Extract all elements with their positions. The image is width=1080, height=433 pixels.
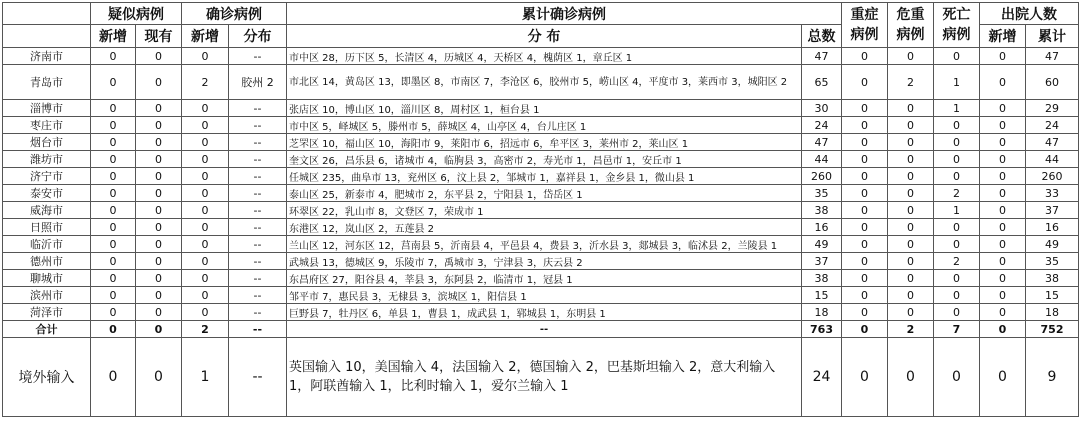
table-row: [3, 117, 1079, 134]
suspected-current-cell: 0: [136, 117, 182, 134]
suspected-new-cell: 0: [91, 65, 136, 100]
discharged-new-cell: 0: [980, 117, 1026, 134]
suspected-new-cell: 0: [91, 304, 136, 321]
suspected-current-cell: 0: [136, 287, 182, 304]
table-row: [3, 304, 1079, 321]
header-distribution: 分 布: [287, 25, 802, 48]
confirmed-dist-cell: --: [229, 100, 287, 117]
discharged-total-cell: 44: [1026, 151, 1079, 168]
header-critical: 危重病例: [888, 3, 934, 48]
total-cell: 24: [802, 117, 842, 134]
distribution-cell: 兰山区 12，河东区 12，莒南县 5，沂南县 4，平邑县 4，费县 3，沂水县 3，郯城县 3，临沭县 2，兰陵县 1: [287, 236, 802, 253]
suspected-new-cell: 0: [91, 134, 136, 151]
confirmed-new-cell: 0: [182, 202, 229, 219]
discharged-new-cell: 0: [980, 185, 1026, 202]
severe-cell: 0: [842, 151, 888, 168]
header-suspected-new: 新增: [91, 25, 136, 48]
severe-cell: 0: [842, 304, 888, 321]
suspected-current-cell: 0: [136, 134, 182, 151]
distribution-cell: 张店区 10，博山区 10，淄川区 8，周村区 1，桓台县 1: [287, 100, 802, 117]
confirmed-new-cell: 0: [182, 151, 229, 168]
critical-cell: 2: [888, 321, 934, 338]
critical-cell: 0: [888, 48, 934, 65]
city-cell: 境外输入: [3, 338, 91, 417]
suspected-new-cell: 0: [91, 48, 136, 65]
confirmed-new-cell: 1: [182, 338, 229, 417]
discharged-total-cell: 260: [1026, 168, 1079, 185]
header-discharged-total: 累计: [1026, 25, 1079, 48]
city-cell: 菏泽市: [3, 304, 91, 321]
suspected-new-cell: 0: [91, 236, 136, 253]
suspected-new-cell: 0: [91, 168, 136, 185]
discharged-new-cell: 0: [980, 219, 1026, 236]
confirmed-new-cell: 0: [182, 287, 229, 304]
confirmed-dist-cell: --: [229, 134, 287, 151]
discharged-new-cell: 0: [980, 168, 1026, 185]
suspected-new-cell: 0: [91, 219, 136, 236]
severe-cell: 0: [842, 202, 888, 219]
header-confirmed-new: 新增: [182, 25, 229, 48]
death-cell: 0: [934, 134, 980, 151]
total-row: [3, 321, 1079, 338]
distribution-cell: 巨野县 7，牡丹区 6，单县 1，曹县 1，成武县 1，郓城县 1，东明县 1: [287, 304, 802, 321]
severe-cell: 0: [842, 253, 888, 270]
distribution-cell: 英国输入 10，美国输入 4，法国输入 2，德国输入 2，巴基斯坦输入 2，意大利输入 1，阿联酋输入 1，比利时输入 1，爱尔兰输入 1: [287, 338, 802, 417]
death-cell: 0: [934, 338, 980, 417]
suspected-current-cell: 0: [136, 338, 182, 417]
suspected-new-cell: 0: [91, 270, 136, 287]
discharged-new-cell: 0: [980, 151, 1026, 168]
discharged-total-cell: 9: [1026, 338, 1079, 417]
table-row: [3, 168, 1079, 185]
discharged-new-cell: 0: [980, 48, 1026, 65]
suspected-new-cell: 0: [91, 338, 136, 417]
city-cell: 济宁市: [3, 168, 91, 185]
table-row: [3, 219, 1079, 236]
table-row: [3, 151, 1079, 168]
header-discharged-new: 新增: [980, 25, 1026, 48]
total-cell: 260: [802, 168, 842, 185]
death-cell: 0: [934, 168, 980, 185]
city-cell: 潍坊市: [3, 151, 91, 168]
critical-cell: 0: [888, 219, 934, 236]
city-cell: 聊城市: [3, 270, 91, 287]
discharged-new-cell: 0: [980, 270, 1026, 287]
city-cell: 合计: [3, 321, 91, 338]
total-cell: 38: [802, 202, 842, 219]
distribution-cell: 任城区 235，曲阜市 13，兖州区 6，汶上县 2，邹城市 1，嘉祥县 1，金乡县 1，微山县 1: [287, 168, 802, 185]
suspected-current-cell: 0: [136, 236, 182, 253]
discharged-total-cell: 60: [1026, 65, 1079, 100]
severe-cell: 0: [842, 48, 888, 65]
discharged-total-cell: 16: [1026, 219, 1079, 236]
confirmed-new-cell: 0: [182, 48, 229, 65]
confirmed-dist-cell: --: [229, 219, 287, 236]
total-cell: 65: [802, 65, 842, 100]
distribution-cell: 邹平市 7，惠民县 3，无棣县 3，滨城区 1，阳信县 1: [287, 287, 802, 304]
table-row: [3, 236, 1079, 253]
severe-cell: 0: [842, 236, 888, 253]
severe-cell: 0: [842, 338, 888, 417]
discharged-new-cell: 0: [980, 100, 1026, 117]
distribution-cell: 奎文区 26，昌乐县 6，诸城市 4，临朐县 3，高密市 2，寿光市 1，昌邑市 1，安丘市 1: [287, 151, 802, 168]
suspected-new-cell: 0: [91, 100, 136, 117]
confirmed-new-cell: 2: [182, 65, 229, 100]
city-cell: 日照市: [3, 219, 91, 236]
discharged-total-cell: 24: [1026, 117, 1079, 134]
death-cell: 0: [934, 304, 980, 321]
discharged-total-cell: 38: [1026, 270, 1079, 287]
table-row: [3, 287, 1079, 304]
distribution-cell: 东昌府区 27，阳谷县 4，莘县 3，东阿县 2，临清市 1，冠县 1: [287, 270, 802, 287]
severe-cell: 0: [842, 287, 888, 304]
table-row: [3, 270, 1079, 287]
death-cell: 0: [934, 270, 980, 287]
confirmed-dist-cell: --: [229, 304, 287, 321]
city-cell: 泰安市: [3, 185, 91, 202]
header-blank: [3, 3, 91, 25]
table-row: [3, 253, 1079, 270]
distribution-cell: --: [287, 321, 802, 338]
suspected-current-cell: 0: [136, 270, 182, 287]
header-suspected: 疑似病例: [91, 3, 182, 25]
total-cell: 24: [802, 338, 842, 417]
city-cell: 烟台市: [3, 134, 91, 151]
death-cell: 0: [934, 219, 980, 236]
distribution-cell: 泰山区 25，新泰市 4，肥城市 2，东平县 2，宁阳县 1，岱岳区 1: [287, 185, 802, 202]
covid-stats-table: [2, 2, 1079, 417]
confirmed-dist-cell: --: [229, 236, 287, 253]
confirmed-new-cell: 0: [182, 219, 229, 236]
discharged-new-cell: 0: [980, 338, 1026, 417]
header-death: 死亡病例: [934, 3, 980, 48]
distribution-cell: 市中区 5，峄城区 5，滕州市 5，薛城区 4，山亭区 4，台儿庄区 1: [287, 117, 802, 134]
severe-cell: 0: [842, 270, 888, 287]
discharged-new-cell: 0: [980, 236, 1026, 253]
suspected-current-cell: 0: [136, 151, 182, 168]
confirmed-dist-cell: --: [229, 253, 287, 270]
confirmed-dist-cell: --: [229, 321, 287, 338]
suspected-current-cell: 0: [136, 185, 182, 202]
total-cell: 47: [802, 134, 842, 151]
critical-cell: 0: [888, 202, 934, 219]
table-row: [3, 185, 1079, 202]
distribution-cell: 东港区 12，岚山区 2，五莲县 2: [287, 219, 802, 236]
suspected-current-cell: 0: [136, 202, 182, 219]
discharged-new-cell: 0: [980, 287, 1026, 304]
death-cell: 0: [934, 48, 980, 65]
header-blank-2: [3, 25, 91, 48]
city-cell: 枣庄市: [3, 117, 91, 134]
suspected-new-cell: 0: [91, 321, 136, 338]
header-confirmed: 确诊病例: [182, 3, 287, 25]
table-row: [3, 48, 1079, 65]
discharged-new-cell: 0: [980, 65, 1026, 100]
severe-cell: 0: [842, 100, 888, 117]
table-row: [3, 134, 1079, 151]
severe-cell: 0: [842, 219, 888, 236]
confirmed-new-cell: 0: [182, 134, 229, 151]
header-severe: 重症病例: [842, 3, 888, 48]
confirmed-new-cell: 0: [182, 185, 229, 202]
death-cell: 0: [934, 117, 980, 134]
discharged-total-cell: 18: [1026, 304, 1079, 321]
death-cell: 0: [934, 236, 980, 253]
confirmed-dist-cell: 胶州 2: [229, 65, 287, 100]
discharged-total-cell: 752: [1026, 321, 1079, 338]
suspected-current-cell: 0: [136, 65, 182, 100]
critical-cell: 0: [888, 236, 934, 253]
table-row: [3, 202, 1079, 219]
confirmed-new-cell: 0: [182, 236, 229, 253]
severe-cell: 0: [842, 168, 888, 185]
suspected-current-cell: 0: [136, 219, 182, 236]
critical-cell: 0: [888, 117, 934, 134]
discharged-total-cell: 49: [1026, 236, 1079, 253]
discharged-total-cell: 47: [1026, 48, 1079, 65]
table-row: [3, 100, 1079, 117]
discharged-total-cell: 15: [1026, 287, 1079, 304]
suspected-new-cell: 0: [91, 202, 136, 219]
city-cell: 济南市: [3, 48, 91, 65]
suspected-current-cell: 0: [136, 321, 182, 338]
discharged-new-cell: 0: [980, 321, 1026, 338]
critical-cell: 0: [888, 151, 934, 168]
discharged-total-cell: 33: [1026, 185, 1079, 202]
confirmed-dist-cell: --: [229, 185, 287, 202]
discharged-new-cell: 0: [980, 202, 1026, 219]
confirmed-new-cell: 0: [182, 117, 229, 134]
suspected-new-cell: 0: [91, 117, 136, 134]
death-cell: 2: [934, 185, 980, 202]
city-cell: 淄博市: [3, 100, 91, 117]
critical-cell: 0: [888, 287, 934, 304]
confirmed-dist-cell: --: [229, 48, 287, 65]
death-cell: 0: [934, 287, 980, 304]
total-cell: 763: [802, 321, 842, 338]
city-cell: 滨州市: [3, 287, 91, 304]
header-total: 总数: [802, 25, 842, 48]
header-cumulative: 累计确诊病例: [287, 3, 842, 25]
discharged-new-cell: 0: [980, 253, 1026, 270]
critical-cell: 0: [888, 168, 934, 185]
abroad-row: [3, 338, 1079, 417]
confirmed-dist-cell: --: [229, 287, 287, 304]
suspected-current-cell: 0: [136, 304, 182, 321]
confirmed-new-cell: 0: [182, 168, 229, 185]
city-cell: 威海市: [3, 202, 91, 219]
distribution-cell: 芝罘区 10，福山区 10，海阳市 9，莱阳市 6，招远市 6，牟平区 3，莱州市 2，莱山区 1: [287, 134, 802, 151]
total-cell: 38: [802, 270, 842, 287]
critical-cell: 0: [888, 270, 934, 287]
discharged-total-cell: 29: [1026, 100, 1079, 117]
confirmed-dist-cell: --: [229, 202, 287, 219]
confirmed-dist-cell: --: [229, 270, 287, 287]
critical-cell: 0: [888, 134, 934, 151]
suspected-new-cell: 0: [91, 151, 136, 168]
critical-cell: 0: [888, 338, 934, 417]
city-cell: 青岛市: [3, 65, 91, 100]
critical-cell: 0: [888, 304, 934, 321]
confirmed-new-cell: 2: [182, 321, 229, 338]
table-row: [3, 65, 1079, 100]
suspected-new-cell: 0: [91, 253, 136, 270]
distribution-cell: 武城县 13，德城区 9，乐陵市 7，禹城市 3，宁津县 3，庆云县 2: [287, 253, 802, 270]
confirmed-new-cell: 0: [182, 253, 229, 270]
confirmed-dist-cell: --: [229, 151, 287, 168]
total-cell: 30: [802, 100, 842, 117]
critical-cell: 0: [888, 100, 934, 117]
discharged-total-cell: 37: [1026, 202, 1079, 219]
total-cell: 16: [802, 219, 842, 236]
critical-cell: 0: [888, 253, 934, 270]
suspected-current-cell: 0: [136, 100, 182, 117]
discharged-total-cell: 47: [1026, 134, 1079, 151]
suspected-new-cell: 0: [91, 185, 136, 202]
total-cell: 37: [802, 253, 842, 270]
header-suspected-current: 现有: [136, 25, 182, 48]
header-confirmed-dist: 分布: [229, 25, 287, 48]
confirmed-dist-cell: --: [229, 338, 287, 417]
critical-cell: 0: [888, 185, 934, 202]
severe-cell: 0: [842, 134, 888, 151]
total-cell: 47: [802, 48, 842, 65]
city-cell: 临沂市: [3, 236, 91, 253]
discharged-new-cell: 0: [980, 134, 1026, 151]
city-cell: 德州市: [3, 253, 91, 270]
suspected-current-cell: 0: [136, 168, 182, 185]
discharged-new-cell: 0: [980, 304, 1026, 321]
confirmed-new-cell: 0: [182, 270, 229, 287]
severe-cell: 0: [842, 117, 888, 134]
severe-cell: 0: [842, 185, 888, 202]
distribution-cell: 市中区 28，历下区 5，长清区 4，历城区 4，天桥区 4，槐荫区 1，章丘区 1: [287, 48, 802, 65]
death-cell: 1: [934, 202, 980, 219]
suspected-current-cell: 0: [136, 48, 182, 65]
total-cell: 35: [802, 185, 842, 202]
suspected-new-cell: 0: [91, 287, 136, 304]
confirmed-new-cell: 0: [182, 304, 229, 321]
critical-cell: 2: [888, 65, 934, 100]
death-cell: 7: [934, 321, 980, 338]
total-cell: 44: [802, 151, 842, 168]
total-cell: 49: [802, 236, 842, 253]
header-discharged: 出院人数: [980, 3, 1079, 25]
confirmed-dist-cell: --: [229, 168, 287, 185]
distribution-cell: 环翠区 22，乳山市 8，文登区 7，荣成市 1: [287, 202, 802, 219]
severe-cell: 0: [842, 321, 888, 338]
death-cell: 0: [934, 151, 980, 168]
discharged-total-cell: 35: [1026, 253, 1079, 270]
severe-cell: 0: [842, 65, 888, 100]
total-cell: 15: [802, 287, 842, 304]
confirmed-new-cell: 0: [182, 100, 229, 117]
death-cell: 2: [934, 253, 980, 270]
distribution-cell: 市北区 14，黄岛区 13，即墨区 8，市南区 7，李沧区 6，胶州市 5，崂山区 4，平度市 3，莱西市 3，城阳区 2: [287, 65, 802, 100]
suspected-current-cell: 0: [136, 253, 182, 270]
death-cell: 1: [934, 65, 980, 100]
total-cell: 18: [802, 304, 842, 321]
confirmed-dist-cell: --: [229, 117, 287, 134]
death-cell: 1: [934, 100, 980, 117]
